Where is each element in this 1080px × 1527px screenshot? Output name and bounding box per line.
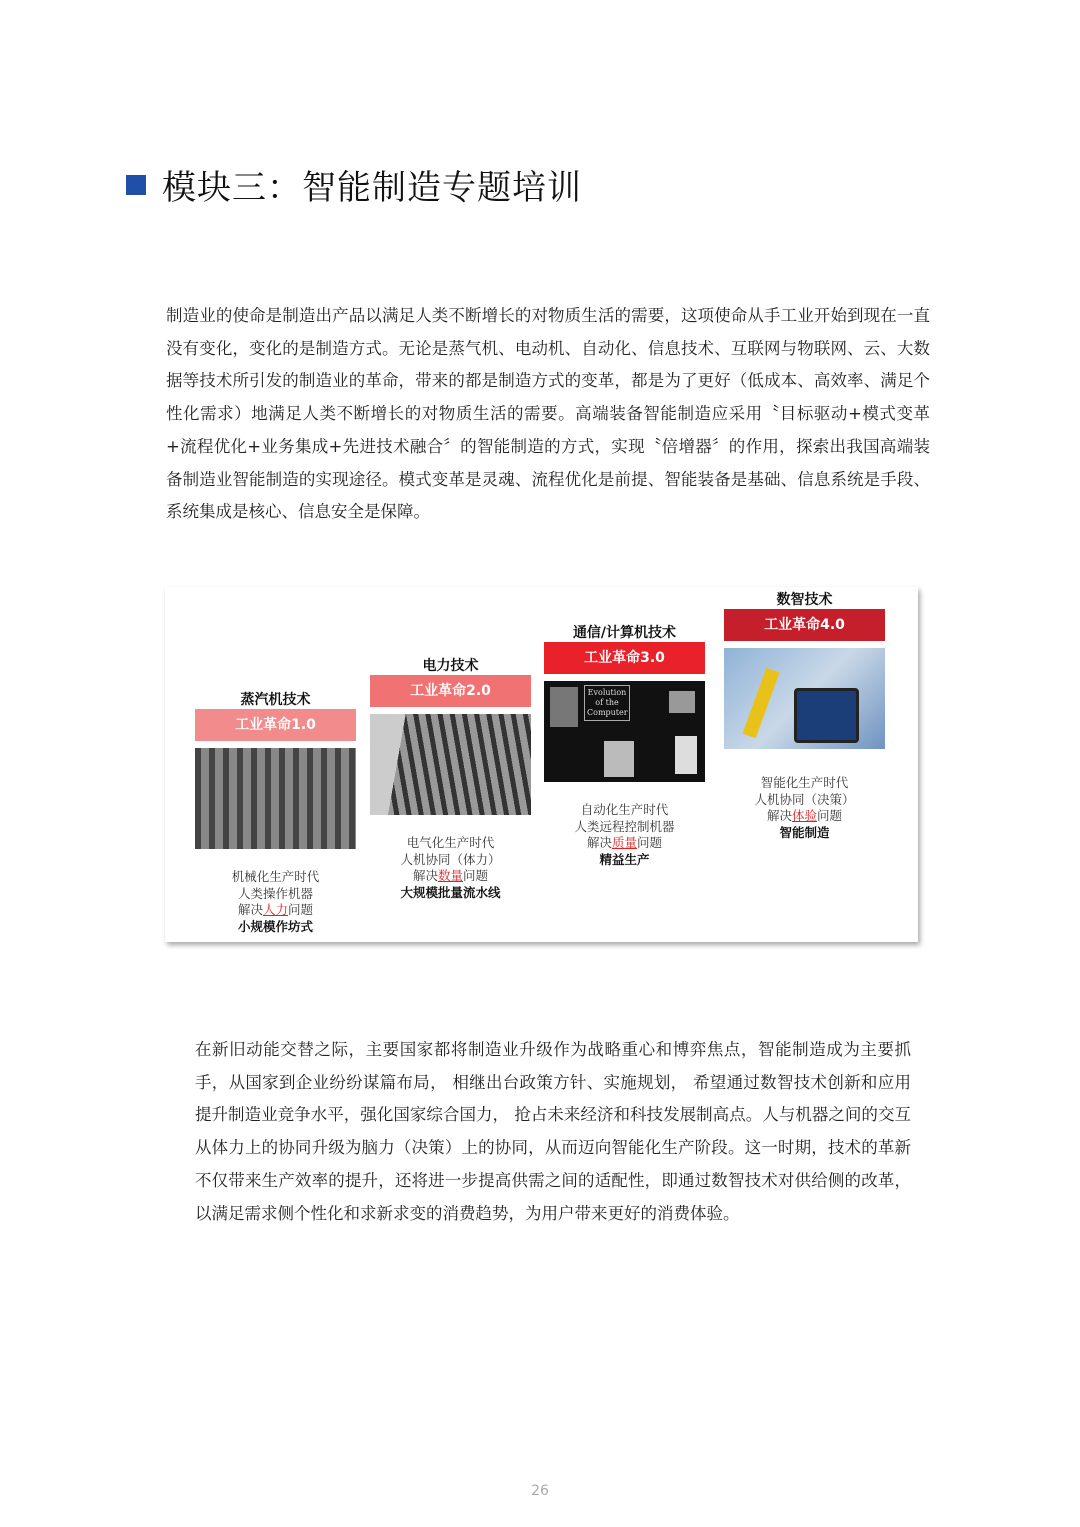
intro-paragraph: 制造业的使命是制造出产品以满足人类不断增长的对物质生活的需要，这项使命从手工业开始到现在一直没有变化，变化的是制造方式。无论是蒸气机、电动机、自动化、信息技术、互联网与物联网、云、大数据等技术所引发的制造业的革命，带来的都是制造方式的变革，都是为了更好（低成本、高效率、满足个性化需求）地满足人类不断增长的对物质生活的需要。高端装备智能制造应采用〝目标驱动+模式变革+流程优化+业务集成+先进技术融合〞的智能制造的方式，实现〝倍增器〞的作用，探索出我国高端装备制造业智能制造的实现途径。模式变革是灵魂、流程优化是前提、智能装备是基础、信息系统是手段、系统集成是核心、信息安全是保障。	[166, 306, 930, 522]
technology-label: 通信/计算机技术	[572, 625, 677, 641]
problem-suffix: 问题	[817, 808, 843, 823]
technology-label: 电力技术	[422, 658, 479, 674]
interaction-text: 人类远程控制机器	[574, 818, 675, 834]
stage-4	[724, 591, 885, 841]
section-title	[126, 160, 582, 209]
revolution-banner: 工业革命3.0	[544, 642, 705, 674]
problem-suffix: 问题	[288, 902, 314, 917]
stage-3	[544, 624, 705, 868]
bullet-square-icon	[126, 175, 146, 195]
page-number: 26	[531, 1483, 549, 1499]
era-text: 机械化生产时代	[231, 869, 320, 884]
robot-arm-icon	[742, 668, 779, 739]
problem-suffix: 问题	[463, 868, 489, 883]
problem-text	[724, 808, 885, 825]
problem-prefix: 解决	[766, 808, 792, 823]
problem-text	[195, 902, 356, 919]
era-text: 电气化生产时代	[406, 835, 495, 850]
era-text: 智能化生产时代	[760, 775, 849, 790]
era-text: 自动化生产时代	[580, 802, 669, 817]
interaction-text: 人机协同（决策）	[754, 791, 855, 807]
stage-caption	[195, 869, 356, 935]
problem-highlight: 人力	[262, 902, 288, 917]
stage-caption	[544, 802, 705, 868]
technology-label: 蒸汽机技术	[240, 692, 311, 708]
stage-illustration	[195, 748, 356, 849]
production-mode: 大规模批量流水线	[400, 884, 501, 900]
problem-text	[544, 835, 705, 852]
production-mode: 小规模作坊式	[237, 918, 313, 934]
interaction-text: 人类操作机器	[237, 885, 313, 901]
tablet-icon	[794, 688, 859, 743]
revolution-banner: 工业革命1.0	[195, 709, 356, 741]
problem-highlight: 数量	[437, 868, 463, 883]
interaction-text: 人机协同（体力）	[400, 851, 501, 867]
stage-caption	[724, 775, 885, 841]
computer-caption: Evolution of the Computer	[584, 685, 630, 721]
problem-prefix: 解决	[237, 902, 263, 917]
stage-illustration	[724, 648, 885, 749]
page-title: 模块三：智能制造专题培训	[162, 168, 582, 208]
industrial-revolution-figure	[165, 587, 918, 942]
problem-prefix: 解决	[412, 868, 438, 883]
production-mode: 智能制造	[779, 824, 830, 840]
technology-label: 数智技术	[776, 592, 833, 608]
problem-text	[370, 868, 531, 885]
second-paragraph: 在新旧动能交替之际，主要国家都将制造业升级作为战略重心和博弈焦点，智能制造成为主要抓手，从国家到企业纷纷谋篇布局， 相继出台政策方针、实施规划， 希望通过数智技术创新和应用提升制造业竞争水平，强化国家综合国力， 抢占未来经济和科技发展制高点。人与机器之间的交互从体力上的协同升级为脑力（决策）上的协同，从而迈向智能化生产阶段。这一时期，技术的革新不仅带来生产效率的提升，还将进一步提高供需之间的适配性，即通过数智技术对供给侧的改革，以满足需求侧个性化和求新求变的消费趋势，为用户带来更好的消费体验。	[195, 1040, 911, 1223]
stage-1	[195, 691, 356, 935]
problem-highlight: 质量	[611, 835, 637, 850]
stage-illustration	[544, 681, 705, 782]
stage-2	[370, 657, 531, 901]
revolution-banner: 工业革命4.0	[724, 609, 885, 641]
revolution-banner: 工业革命2.0	[370, 675, 531, 707]
stage-illustration	[370, 714, 531, 815]
problem-prefix: 解决	[586, 835, 612, 850]
problem-suffix: 问题	[637, 835, 663, 850]
production-mode: 精益生产	[599, 851, 650, 867]
stage-caption	[370, 835, 531, 901]
problem-highlight: 体验	[791, 808, 817, 823]
